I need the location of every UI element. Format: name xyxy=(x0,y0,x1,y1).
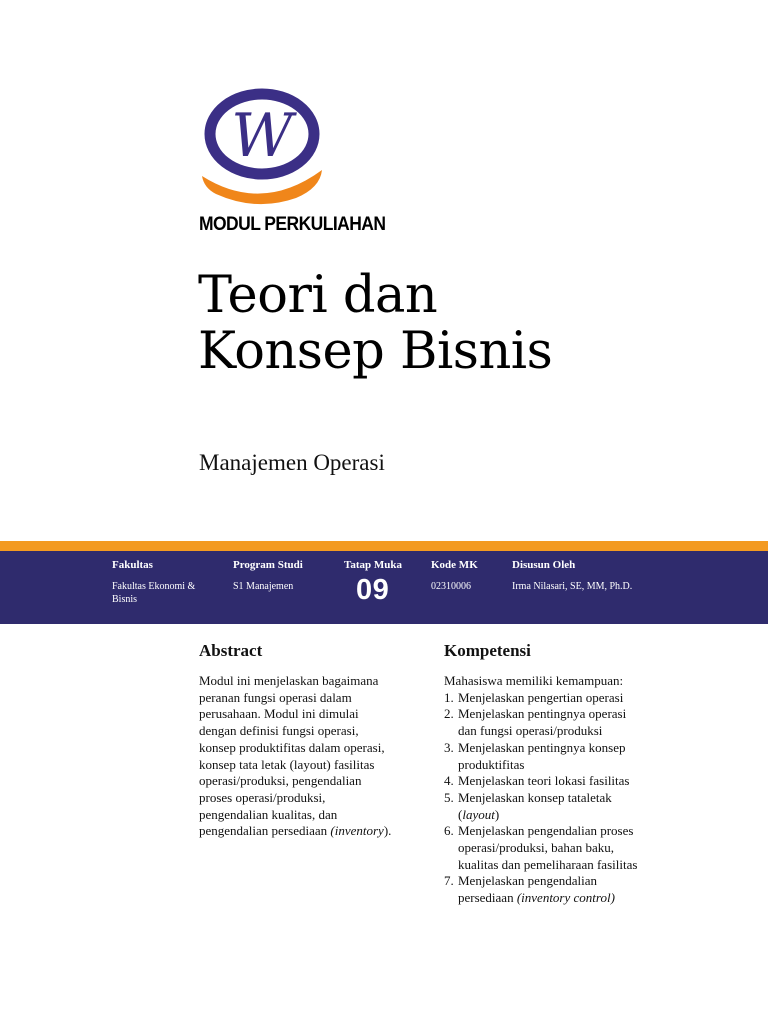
list-item-line: Menjelaskan pengendalian xyxy=(458,873,597,889)
svg-text:W: W xyxy=(231,101,293,171)
module-label: MODUL PERKULIAHAN xyxy=(199,214,386,235)
list-item xyxy=(444,773,744,790)
abstract-body xyxy=(199,673,435,840)
fakultas-value-line-1: Fakultas Ekonomi & xyxy=(112,581,196,592)
list-item-line: Menjelaskan pentingnya operasi xyxy=(458,706,627,722)
list-item-number: 6. xyxy=(444,823,454,839)
list-item-italic: layout xyxy=(462,806,495,822)
list-item-number: 4. xyxy=(444,773,454,789)
list-item-number: 3. xyxy=(444,739,454,755)
list-item xyxy=(444,823,744,873)
list-item-line: produktifitas xyxy=(458,756,525,772)
list-item-line: Menjelaskan pengertian operasi xyxy=(458,689,624,705)
title-line-2: Konsep Bisnis xyxy=(198,322,553,381)
abstract-last-suffix: ). xyxy=(383,823,392,839)
list-item-line: Menjelaskan konsep tataletak xyxy=(458,789,612,805)
abstract-last-italic: (inventory xyxy=(330,823,384,839)
kompetensi-body xyxy=(444,673,744,907)
abstract-last-prefix: pengendalian persediaan xyxy=(199,823,331,839)
abstract-line: peranan fungsi operasi dalam xyxy=(199,689,352,705)
list-item-line: Menjelaskan pentingnya konsep xyxy=(458,739,626,755)
abstract-heading: Abstract xyxy=(199,641,263,660)
title-line-1: Teori dan xyxy=(198,266,438,325)
info-band xyxy=(0,551,768,624)
list-item-number: 5. xyxy=(444,789,454,805)
kode-mk-value: 02310006 xyxy=(431,581,471,592)
list-item-line: kualitas dan pemeliharaan fasilitas xyxy=(458,856,638,872)
disusun-oleh-column xyxy=(512,558,632,594)
fakultas-column xyxy=(112,558,220,606)
fakultas-value-line-2: Bisnis xyxy=(112,593,138,605)
page-title xyxy=(198,268,552,380)
list-item-prefix: persediaan xyxy=(458,890,517,906)
list-item xyxy=(444,790,744,823)
program-studi-value: S1 Manajemen xyxy=(233,581,294,592)
list-item xyxy=(444,706,744,739)
abstract-line: operasi/produksi, pengendalian xyxy=(199,773,362,789)
kompetensi-intro: Mahasiswa memiliki kemampuan: xyxy=(444,673,624,688)
kode-mk-column xyxy=(431,558,478,594)
tatap-muka-column xyxy=(344,558,402,605)
disusun-oleh-value: Irma Nilasari, SE, MM, Ph.D. xyxy=(512,581,633,592)
abstract-line: konsep produktifitas dalam operasi, xyxy=(199,739,385,755)
tatap-muka-label: Tatap Muka xyxy=(344,559,402,571)
list-item xyxy=(444,740,744,773)
tatap-muka-value: 09 xyxy=(356,574,390,606)
list-item-line xyxy=(458,890,744,907)
abstract-line: dengan definisi fungsi operasi, xyxy=(199,723,359,739)
list-item xyxy=(444,690,744,707)
fakultas-value xyxy=(112,581,220,606)
list-item xyxy=(444,873,744,906)
list-item-line: dan fungsi operasi/produksi xyxy=(458,723,603,739)
abstract-line-last xyxy=(199,823,435,840)
program-studi-column xyxy=(233,558,303,594)
list-item-number: 1. xyxy=(444,689,454,705)
list-item-italic: (inventory control) xyxy=(516,890,615,906)
logo xyxy=(196,84,328,208)
abstract-line: konsep tata letak (layout) fasilitas xyxy=(199,756,375,772)
list-item-line: operasi/produksi, bahan baku, xyxy=(458,840,614,856)
abstract-line: pengendalian kualitas, dan xyxy=(199,806,338,822)
page-subtitle: Manajemen Operasi xyxy=(199,450,385,475)
abstract-line: proses operasi/produksi, xyxy=(199,789,326,805)
program-studi-label: Program Studi xyxy=(233,559,303,571)
logo-w-mark-icon xyxy=(196,84,328,208)
list-item-number: 7. xyxy=(444,873,454,889)
fakultas-label: Fakultas xyxy=(112,559,153,571)
list-item-line: Menjelaskan teori lokasi fasilitas xyxy=(458,773,630,789)
list-item-line xyxy=(458,807,744,824)
accent-bar xyxy=(0,541,768,551)
abstract-line: perusahaan. Modul ini dimulai xyxy=(199,706,359,722)
kompetensi-list xyxy=(444,690,744,907)
kompetensi-heading: Kompetensi xyxy=(444,641,531,660)
list-item-line: Menjelaskan pengendalian proses xyxy=(458,823,634,839)
disusun-oleh-label: Disusun Oleh xyxy=(512,559,576,571)
paren-close: ) xyxy=(494,806,500,822)
kode-mk-label: Kode MK xyxy=(431,559,478,571)
paren-open: ( xyxy=(458,806,463,822)
list-item-number: 2. xyxy=(444,706,454,722)
abstract-line: Modul ini menjelaskan bagaimana xyxy=(199,673,379,688)
